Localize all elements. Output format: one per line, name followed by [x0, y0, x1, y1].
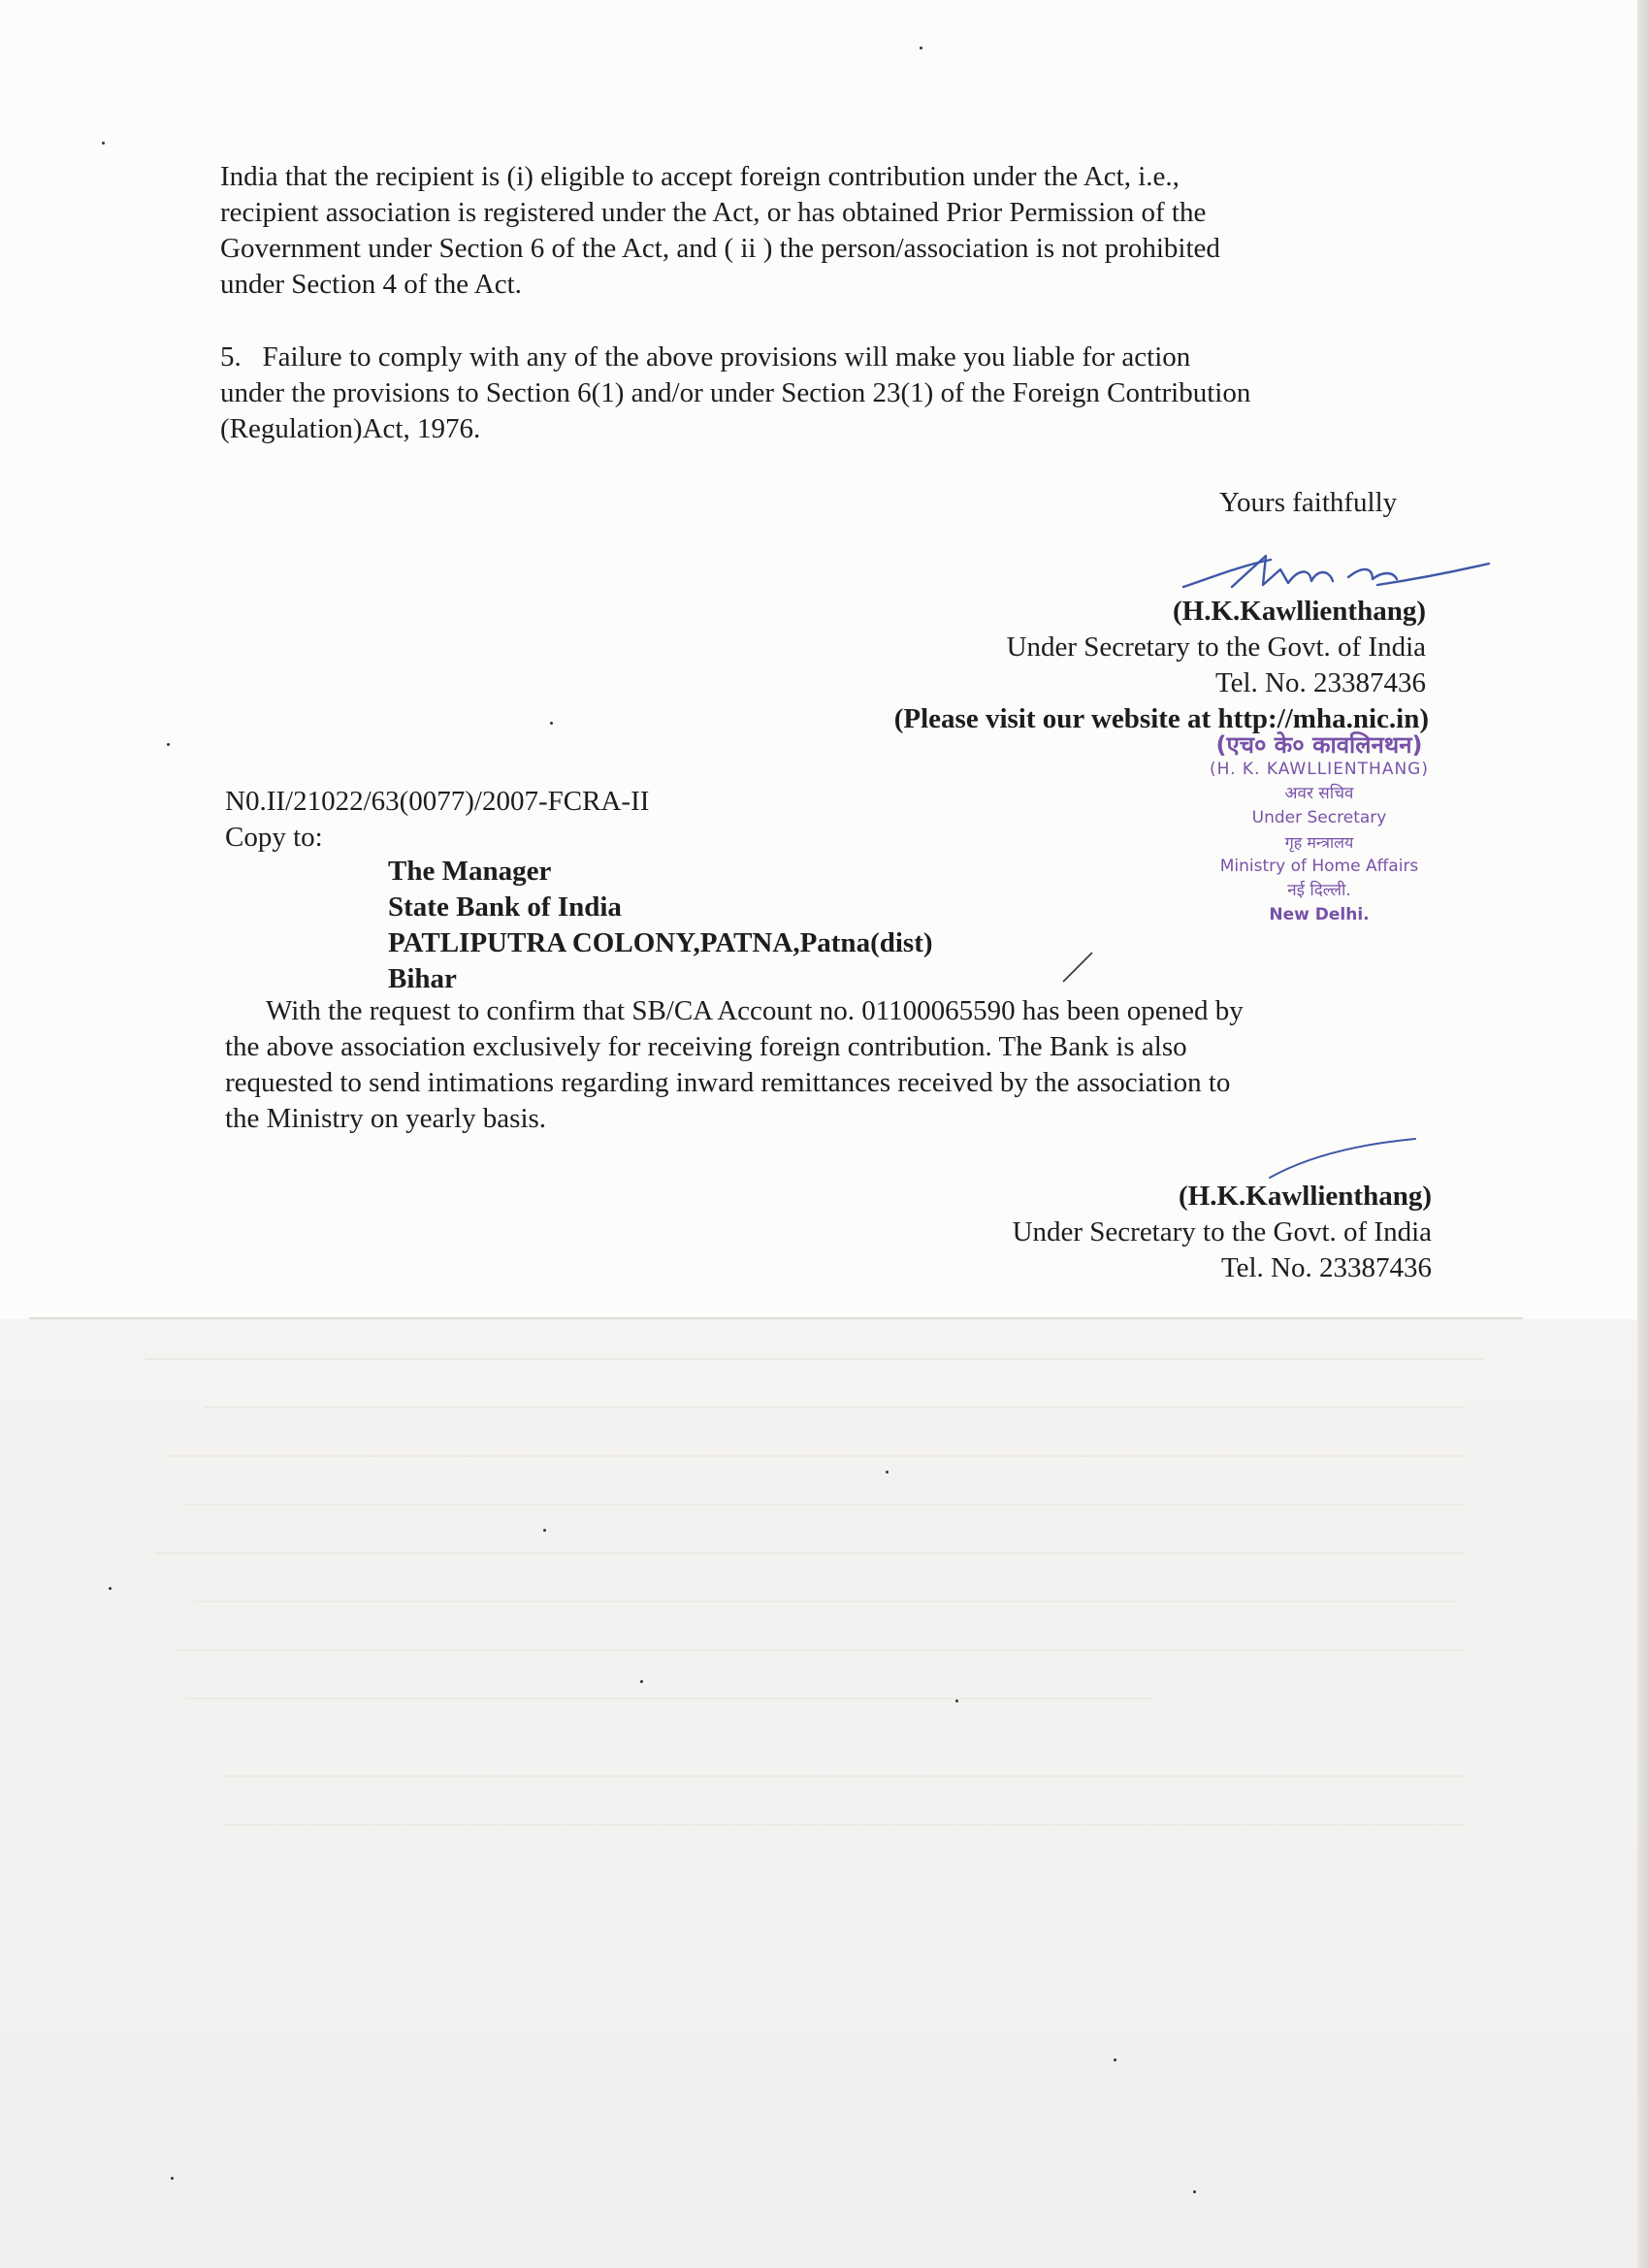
paper-edge-shadow — [1637, 0, 1649, 2268]
text-line: under the provisions to Section 6(1) and/or under Section 23(1) of the Foreign Contribution — [220, 377, 1251, 408]
signatory-telephone: Tel. No. 23387436 — [1214, 667, 1426, 698]
stamp-line-hindi-city: नई दिल्ली. — [1287, 881, 1351, 900]
scan-speck — [1193, 2190, 1196, 2193]
text-line: With the request to confirm that SB/CA Account no. 01100065590 has been opened by — [266, 995, 1244, 1026]
signatory-designation: Under Secretary to the Govt. of India — [1012, 1216, 1432, 1247]
addressee-block — [388, 854, 933, 997]
signatory-telephone: Tel. No. 23387436 — [1220, 1252, 1432, 1283]
text-line: recipient association is registered under the Act, or has obtained Prior Permission of the — [220, 197, 1207, 228]
scan-speck — [102, 142, 105, 145]
signature-stroke — [1266, 1135, 1421, 1183]
stamp-line-ministry: Ministry of Home Affairs — [1219, 857, 1419, 876]
addressee-line: PATLIPUTRA COLONY,PATNA,Patna(dist) — [388, 927, 933, 958]
scan-speck — [640, 1680, 643, 1683]
text-line: requested to send intimations regarding inward remittances received by the association to — [225, 1067, 1231, 1098]
scan-speck — [920, 47, 922, 49]
signatory-name: (H.K.Kawllienthang) — [1172, 596, 1426, 627]
addressee-line: The Manager — [388, 856, 552, 887]
stamp-line-hindi-ministry: गृह मन्त्रालय — [1284, 833, 1354, 852]
scan-speck — [543, 1529, 546, 1532]
text-line: India that the recipient is (i) eligible to accept foreign contribution under the Act, i.e., — [220, 161, 1180, 192]
tick-mark — [1059, 949, 1098, 988]
text-line: the above association exclusively for receiving foreign contribution. The Bank is also — [225, 1031, 1187, 1062]
text-line: 5. Failure to comply with any of the above provisions will make you liable for action — [220, 341, 1191, 373]
request-paragraph — [225, 993, 1433, 1137]
text-line: the Ministry on yearly basis. — [225, 1103, 547, 1134]
copy-to-label: Copy to: — [225, 822, 323, 853]
scan-speck — [1114, 2058, 1116, 2061]
scan-speck — [109, 1587, 112, 1590]
stamp-line-hindi-name: (एच० के० कावलिनथन) — [1215, 731, 1423, 759]
scan-speck — [886, 1471, 889, 1474]
signatory-block-2 — [1013, 1179, 1432, 1286]
stamp-line-designation: Under Secretary — [1251, 808, 1387, 827]
signatory-designation: Under Secretary to the Govt. of India — [1006, 632, 1426, 663]
addressee-line: Bihar — [388, 963, 457, 994]
scan-speck — [167, 743, 170, 746]
text-line: Government under Section 6 of the Act, and ( ii ) the person/association is not prohibited — [220, 233, 1220, 264]
paragraph-continued — [220, 159, 1423, 303]
website-note: (Please visit our website at http://mha.nic.in) — [893, 703, 1429, 734]
official-stamp — [1154, 733, 1484, 927]
scan-speck — [955, 1700, 958, 1702]
signatory-block-1 — [1007, 594, 1426, 701]
addressee-line: State Bank of India — [388, 891, 622, 923]
scan-speck — [171, 2177, 174, 2180]
reference-number: N0.II/21022/63(0077)/2007-FCRA-II — [225, 786, 650, 817]
paragraph-5 — [220, 340, 1423, 447]
text-line: under Section 4 of the Act. — [220, 269, 522, 300]
fold-crease — [29, 1317, 1523, 1319]
stamp-line-hindi-designation: अवर सचिव — [1284, 784, 1354, 803]
signatory-name: (H.K.Kawllienthang) — [1178, 1181, 1432, 1212]
text-line: (Regulation)Act, 1976. — [220, 413, 481, 444]
scan-speck — [550, 722, 553, 725]
bleed-through-area — [146, 1339, 1484, 1882]
closing-salutation: Yours faithfully — [1219, 487, 1398, 518]
stamp-line-city: New Delhi. — [1269, 905, 1370, 924]
stamp-line-name: (H. K. KAWLLIENTHANG) — [1210, 760, 1429, 779]
